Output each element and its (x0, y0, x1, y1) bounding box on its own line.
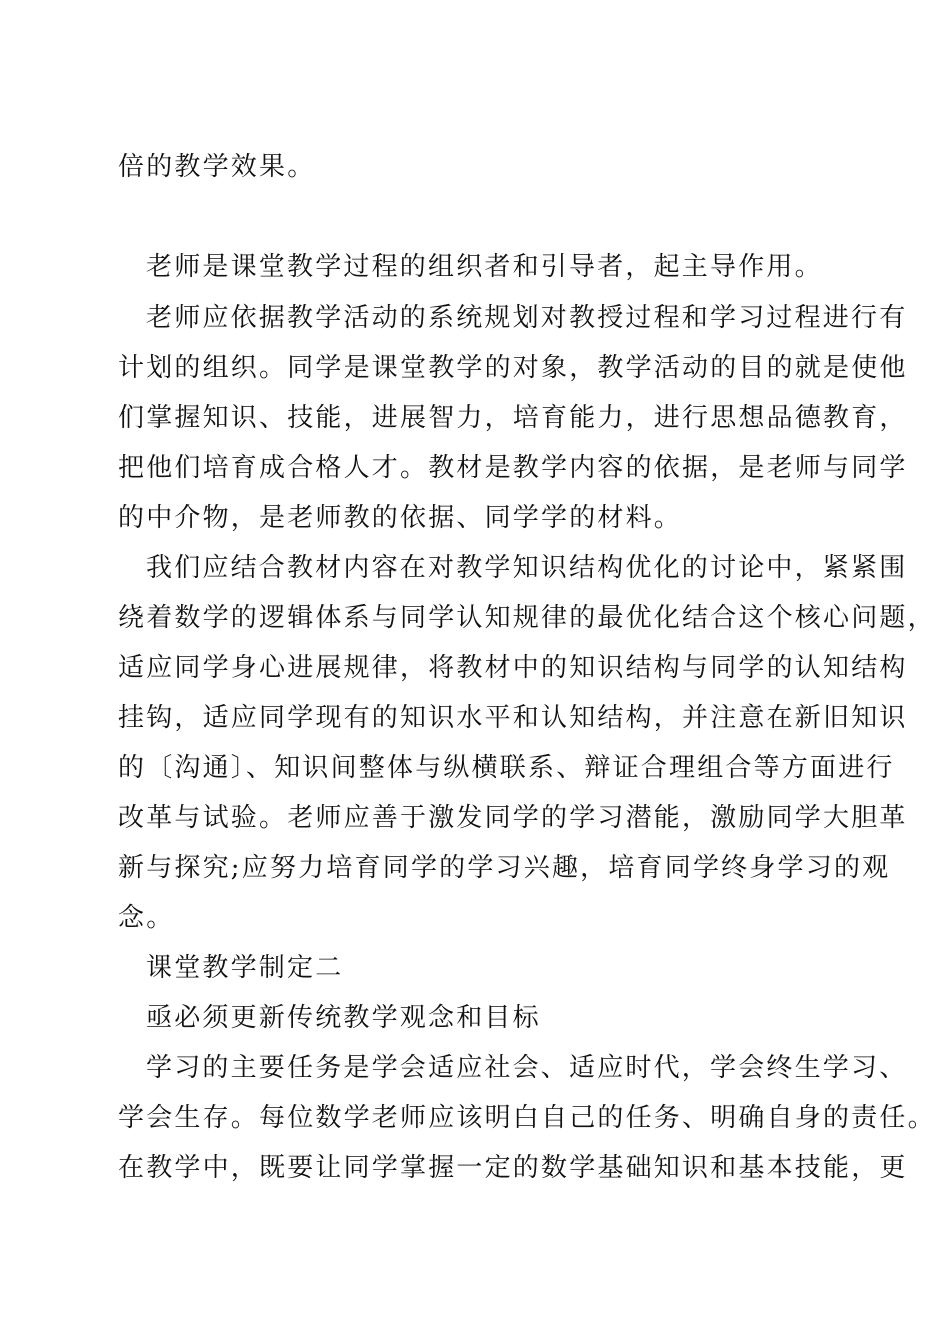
text-line: 学会生存。每位数学老师应该明白自己的任务、明确自身的责任。 (118, 1103, 936, 1133)
text-line: 把他们培育成合格人才。教材是教学内容的依据，是老师与同学 (118, 453, 908, 483)
text-line: 老师是课堂教学过程的组织者和引导者，起主导作用。 (146, 252, 823, 282)
text-line: 绕着数学的逻辑体系与同学认知规律的最优化结合这个核心问题， (118, 603, 936, 633)
text-line: 们掌握知识、技能，进展智力，培育能力，进行思想品德教育， (118, 403, 908, 433)
text-line: 我们应结合教材内容在对教学知识结构优化的讨论中，紧紧围 (146, 553, 908, 583)
text-line: 的中介物，是老师教的依据、同学学的材料。 (118, 503, 683, 533)
text-line: 适应同学身心进展规律，将教材中的知识结构与同学的认知结构 (118, 653, 908, 683)
text-line: 改革与试验。老师应善于激发同学的学习潜能，激励同学大胆革 (118, 803, 908, 833)
text-line: 学习的主要任务是学会适应社会、适应时代，学会终生学习、 (146, 1053, 908, 1083)
text-line: 倍的教学效果。 (118, 152, 316, 182)
text-line: 计划的组织。同学是课堂教学的对象，教学活动的目的就是使他 (118, 353, 908, 383)
text-line: 老师应依据教学活动的系统规划对教授过程和学习过程进行有 (146, 303, 908, 333)
text-line: 新与探究;应努力培育同学的学习兴趣，培育同学终身学习的观 (118, 853, 891, 883)
text-line: 的〔沟通〕、知识间整体与纵横联系、辩证合理组合等方面进行 (118, 753, 895, 783)
section-heading: 课堂教学制定二 (146, 953, 344, 983)
text-line: 挂钩，适应同学现有的知识水平和认知结构，并注意在新旧知识 (118, 703, 908, 733)
text-line: 念。 (118, 903, 175, 933)
text-line: 在教学中，既要让同学掌握一定的数学基础知识和基本技能，更 (118, 1153, 908, 1183)
text-line: 亟必须更新传统教学观念和目标 (146, 1003, 541, 1033)
